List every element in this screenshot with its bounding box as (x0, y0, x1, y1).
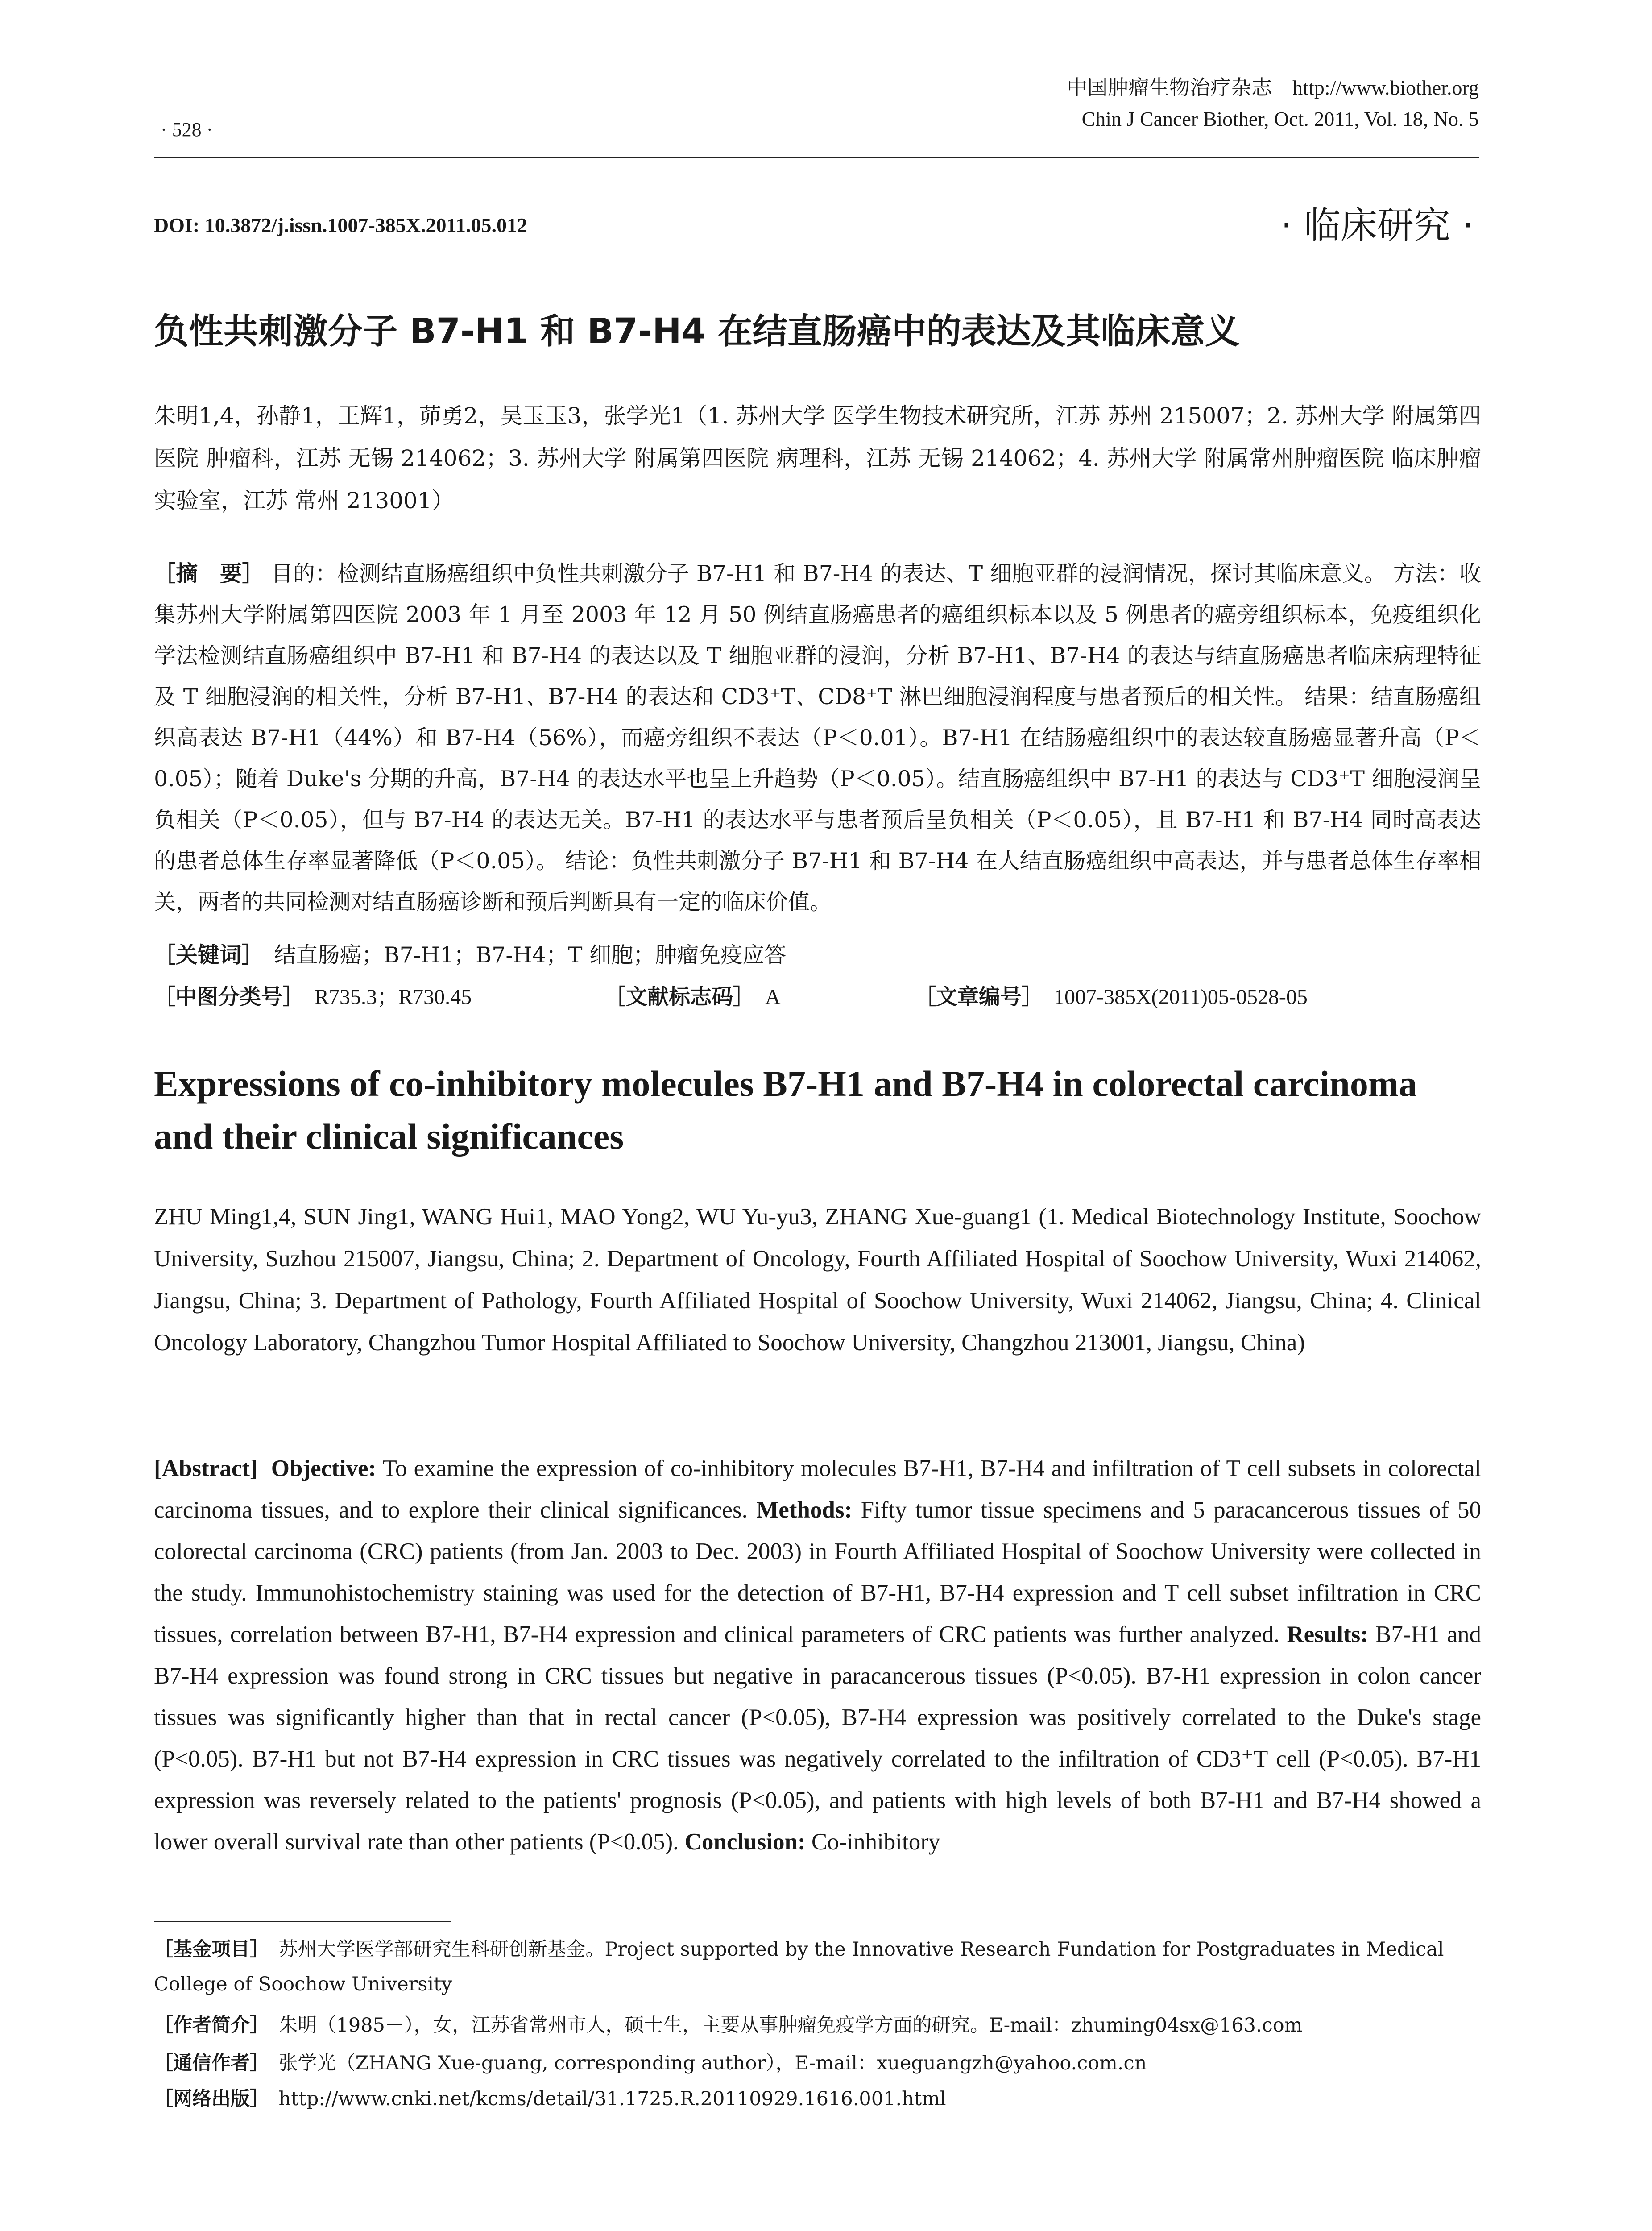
abstract-en-objective: To examine the expression of co-inhibitory molecules B7-H1, B7-H4 and infiltration of T cell subsets in colorectal carcinoma tissues, and to explore their clinical significances. (154, 1456, 1481, 1523)
abstract-en-methods: Fifty tumor tissue specimens and 5 paracancerous tissues of 50 colorectal carcinoma (CRC) patients (from Jan. 2003 to Dec. 2003) in Fourth Affiliated Hospital of Soochow University were collected in the study. Immunohistochemistry staining was used for the detection of B7-H1, B7-H4 expression and T cell subset infiltration in CRC tissues, correlation between B7-H1, B7-H4 expression and clinical parameters of CRC patients was further analyzed. (154, 1497, 1481, 1647)
page-number: · 528 · (161, 119, 213, 141)
abstract-cn-conclusion: 负性共刺激分子 B7-H1 和 B7-H4 在人结直肠癌组织中高表达，并与患者总体生存率相关，两者的共同检测对结直肠癌诊断和预后判断具有一定的临床价值。 (154, 848, 1481, 915)
keywords-cn-label: ［关键词］ (154, 942, 253, 968)
abstract-en-objective-label: Objective: (271, 1456, 377, 1481)
abstract-cn-methods-label: 方法： (1393, 561, 1459, 586)
clc-value: R735.3；R730.45 (315, 985, 472, 1009)
doi: DOI: 10.3872/j.issn.1007-385X.2011.05.012 (154, 214, 527, 236)
bio-text: 朱明（1985－），女，江苏省常州市人，硕士生，主要从事肿瘤免疫学方面的研究。E-mail：zhuming04sx@163.com (278, 2014, 1303, 2036)
journal-name-cn: 中国肿瘤生物治疗杂志 http://www.biother.org (1067, 76, 1479, 99)
abstract-cn-results-label: 结果： (1304, 684, 1371, 709)
article-no-label: ［文章编号］ (915, 984, 1033, 1009)
online-label: ［网络出版］ (154, 2088, 260, 2110)
abstract-en-label: [Abstract] (154, 1456, 258, 1481)
journal-citation-en: Chin J Cancer Biother, Oct. 2011, Vol. 18, No. 5 (1081, 108, 1479, 130)
doc-code-value: A (765, 985, 781, 1009)
footnote-rule (154, 1921, 451, 1922)
abstract-cn-objective: 检测结直肠癌组织中负性共刺激分子 B7-H1 和 B7-H4 的表达、T 细胞亚群的浸润情况，探讨其临床意义。 (337, 561, 1387, 586)
author-bio-footnote (154, 2008, 1481, 2043)
abstract-cn (154, 553, 1481, 923)
authors-en: ZHU Ming1,4, SUN Jing1, WANG Hui1, MAO Yong2, WU Yu-yu3, ZHANG Xue-guang1 (1. Medical Biotechnology Institute, Soochow University, Suzhou 215007, Jiangsu, China; 2. Department of Oncology, Fourth Affiliated Hospital of Soochow University, Wuxi 214062, Jiangsu, China; 3. Department of Pathology, Fourth Affiliated Hospital of Soochow University, Wuxi 214062, Jiangsu, China; 4. Clinical Oncology Laboratory, Changzhou Tumor Hospital Affiliated to Soochow University, Changzhou 213001, Jiangsu, China) (154, 1204, 1481, 1356)
corresponding-author-footnote (154, 2046, 1481, 2081)
abstract-cn-label: ［摘 要］ (154, 561, 264, 586)
corr-text: 张学光（ZHANG Xue-guang, corresponding author），E-mail：xueguangzh@yahoo.com.cn (278, 2052, 1147, 2074)
doc-code (604, 979, 781, 1010)
keywords-cn-text: 结直肠癌；B7-H1；B7-H4；T 细胞；肿瘤免疫应答 (274, 942, 787, 968)
abstract-en-results-label: Results: (1287, 1621, 1368, 1647)
abstract-en-methods-label: Methods: (756, 1497, 853, 1523)
abstract-cn-objective-label: 目的： (271, 561, 337, 586)
fund-label: ［基金项目］ (154, 1938, 260, 1961)
title-en: Expressions of co-inhibitory molecules B7-H1 and B7-H4 in colorectal carcinoma and their clinical significances (154, 1063, 1417, 1157)
header-rule (154, 157, 1479, 158)
online-link[interactable]: http://www.cnki.net/kcms/detail/31.1725.R.20110929.1616.001.html (278, 2088, 946, 2110)
authors-cn: 朱明1,4，孙静1，王辉1，茆勇2，吴玉玉3，张学光1（1. 苏州大学 医学生物技术研究所，江苏 苏州 215007；2. 苏州大学 附属第四医院 肿瘤科，江苏 无锡 214062；3. 苏州大学 附属第四医院 病理科，江苏 无锡 214062；4. 苏州大学 附属常州肿瘤医院 临床肿瘤实验室，江苏 常州 213001） (154, 403, 1481, 514)
bio-label: ［作者简介］ (154, 2014, 260, 2036)
abstract-cn-results: 结直肠癌组织高表达 B7-H1（44%）和 B7-H4（56%），而癌旁组织不表达（P＜0.01）。B7-H1 在结肠癌组织中的表达较直肠癌显著升高（P＜0.05）；随着 Duke's 分期的升高，B7-H4 的表达水平也呈上升趋势（P＜0.05）。结直肠癌组织中 B7-H1 的表达与 CD3⁺T 细胞浸润呈负相关（P＜0.05），但与 B7-H4 的表达无关。B7-H1 的表达水平与患者预后呈负相关（P＜0.05），且 B7-H1 和 B7-H4 同时高表达的患者总体生存率显著降低（P＜0.05）。 (154, 684, 1481, 874)
keywords-cn (154, 935, 1481, 976)
fund-footnote (154, 1932, 1481, 2002)
section-label: · 临床研究 · (1280, 204, 1474, 247)
online-publication-footnote (154, 2082, 1481, 2116)
abstract-en (154, 1448, 1481, 1863)
article-number (915, 979, 1308, 1010)
article-no-value: 1007-385X(2011)05-0528-05 (1054, 985, 1308, 1009)
abstract-cn-conclusion-label: 结论： (565, 848, 631, 874)
abstract-en-conclusion: Co-inhibitory (811, 1829, 940, 1855)
doc-code-label: ［文献标志码］ (604, 984, 744, 1009)
abstract-en-conclusion-label: Conclusion: (684, 1829, 806, 1855)
clc-label: ［中图分类号］ (154, 984, 294, 1009)
fund-text: 苏州大学医学部研究生科研创新基金。Project supported by the Innovative Research Fundation for Postgraduates in Medical College of Soochow University (154, 1938, 1444, 1995)
abstract-en-results: B7-H1 and B7-H4 expression was found strong in CRC tissues but negative in paracancerous tissues (P<0.05). B7-H1 expression in colon cancer tissues was significantly higher than that in rectal cancer (P<0.05), B7-H4 expression was positively correlated to the Duke's stage (P<0.05). B7-H1 but not B7-H4 expression in CRC tissues was negatively correlated to the infiltration of CD3⁺T cell (P<0.05). B7-H1 expression was reversely related to the patients' prognosis (P<0.05), and patients with high levels of both B7-H1 and B7-H4 showed a lower overall survival rate than other patients (P<0.05). (154, 1621, 1482, 1855)
abstract-cn-methods: 收集苏州大学附属第四医院 2003 年 1 月至 2003 年 12 月 50 例结直肠癌患者的癌组织标本以及 5 例患者的癌旁组织标本，免疫组织化学法检测结直肠癌组织中 B7-H1 和 B7-H4 的表达以及 T 细胞亚群的浸润，分析 B7-H1、B7-H4 的表达与结直肠癌患者临床病理特征及 T 细胞浸润的相关性，分析 B7-H1、B7-H4 的表达和 CD3⁺T、CD8⁺T 淋巴细胞浸润程度与患者预后的相关性。 (154, 561, 1481, 709)
title-cn: 负性共刺激分子 B7-H1 和 B7-H4 在结直肠癌中的表达及其临床意义 (154, 311, 1240, 352)
corr-label: ［通信作者］ (154, 2052, 260, 2074)
clc-number (154, 979, 472, 1010)
